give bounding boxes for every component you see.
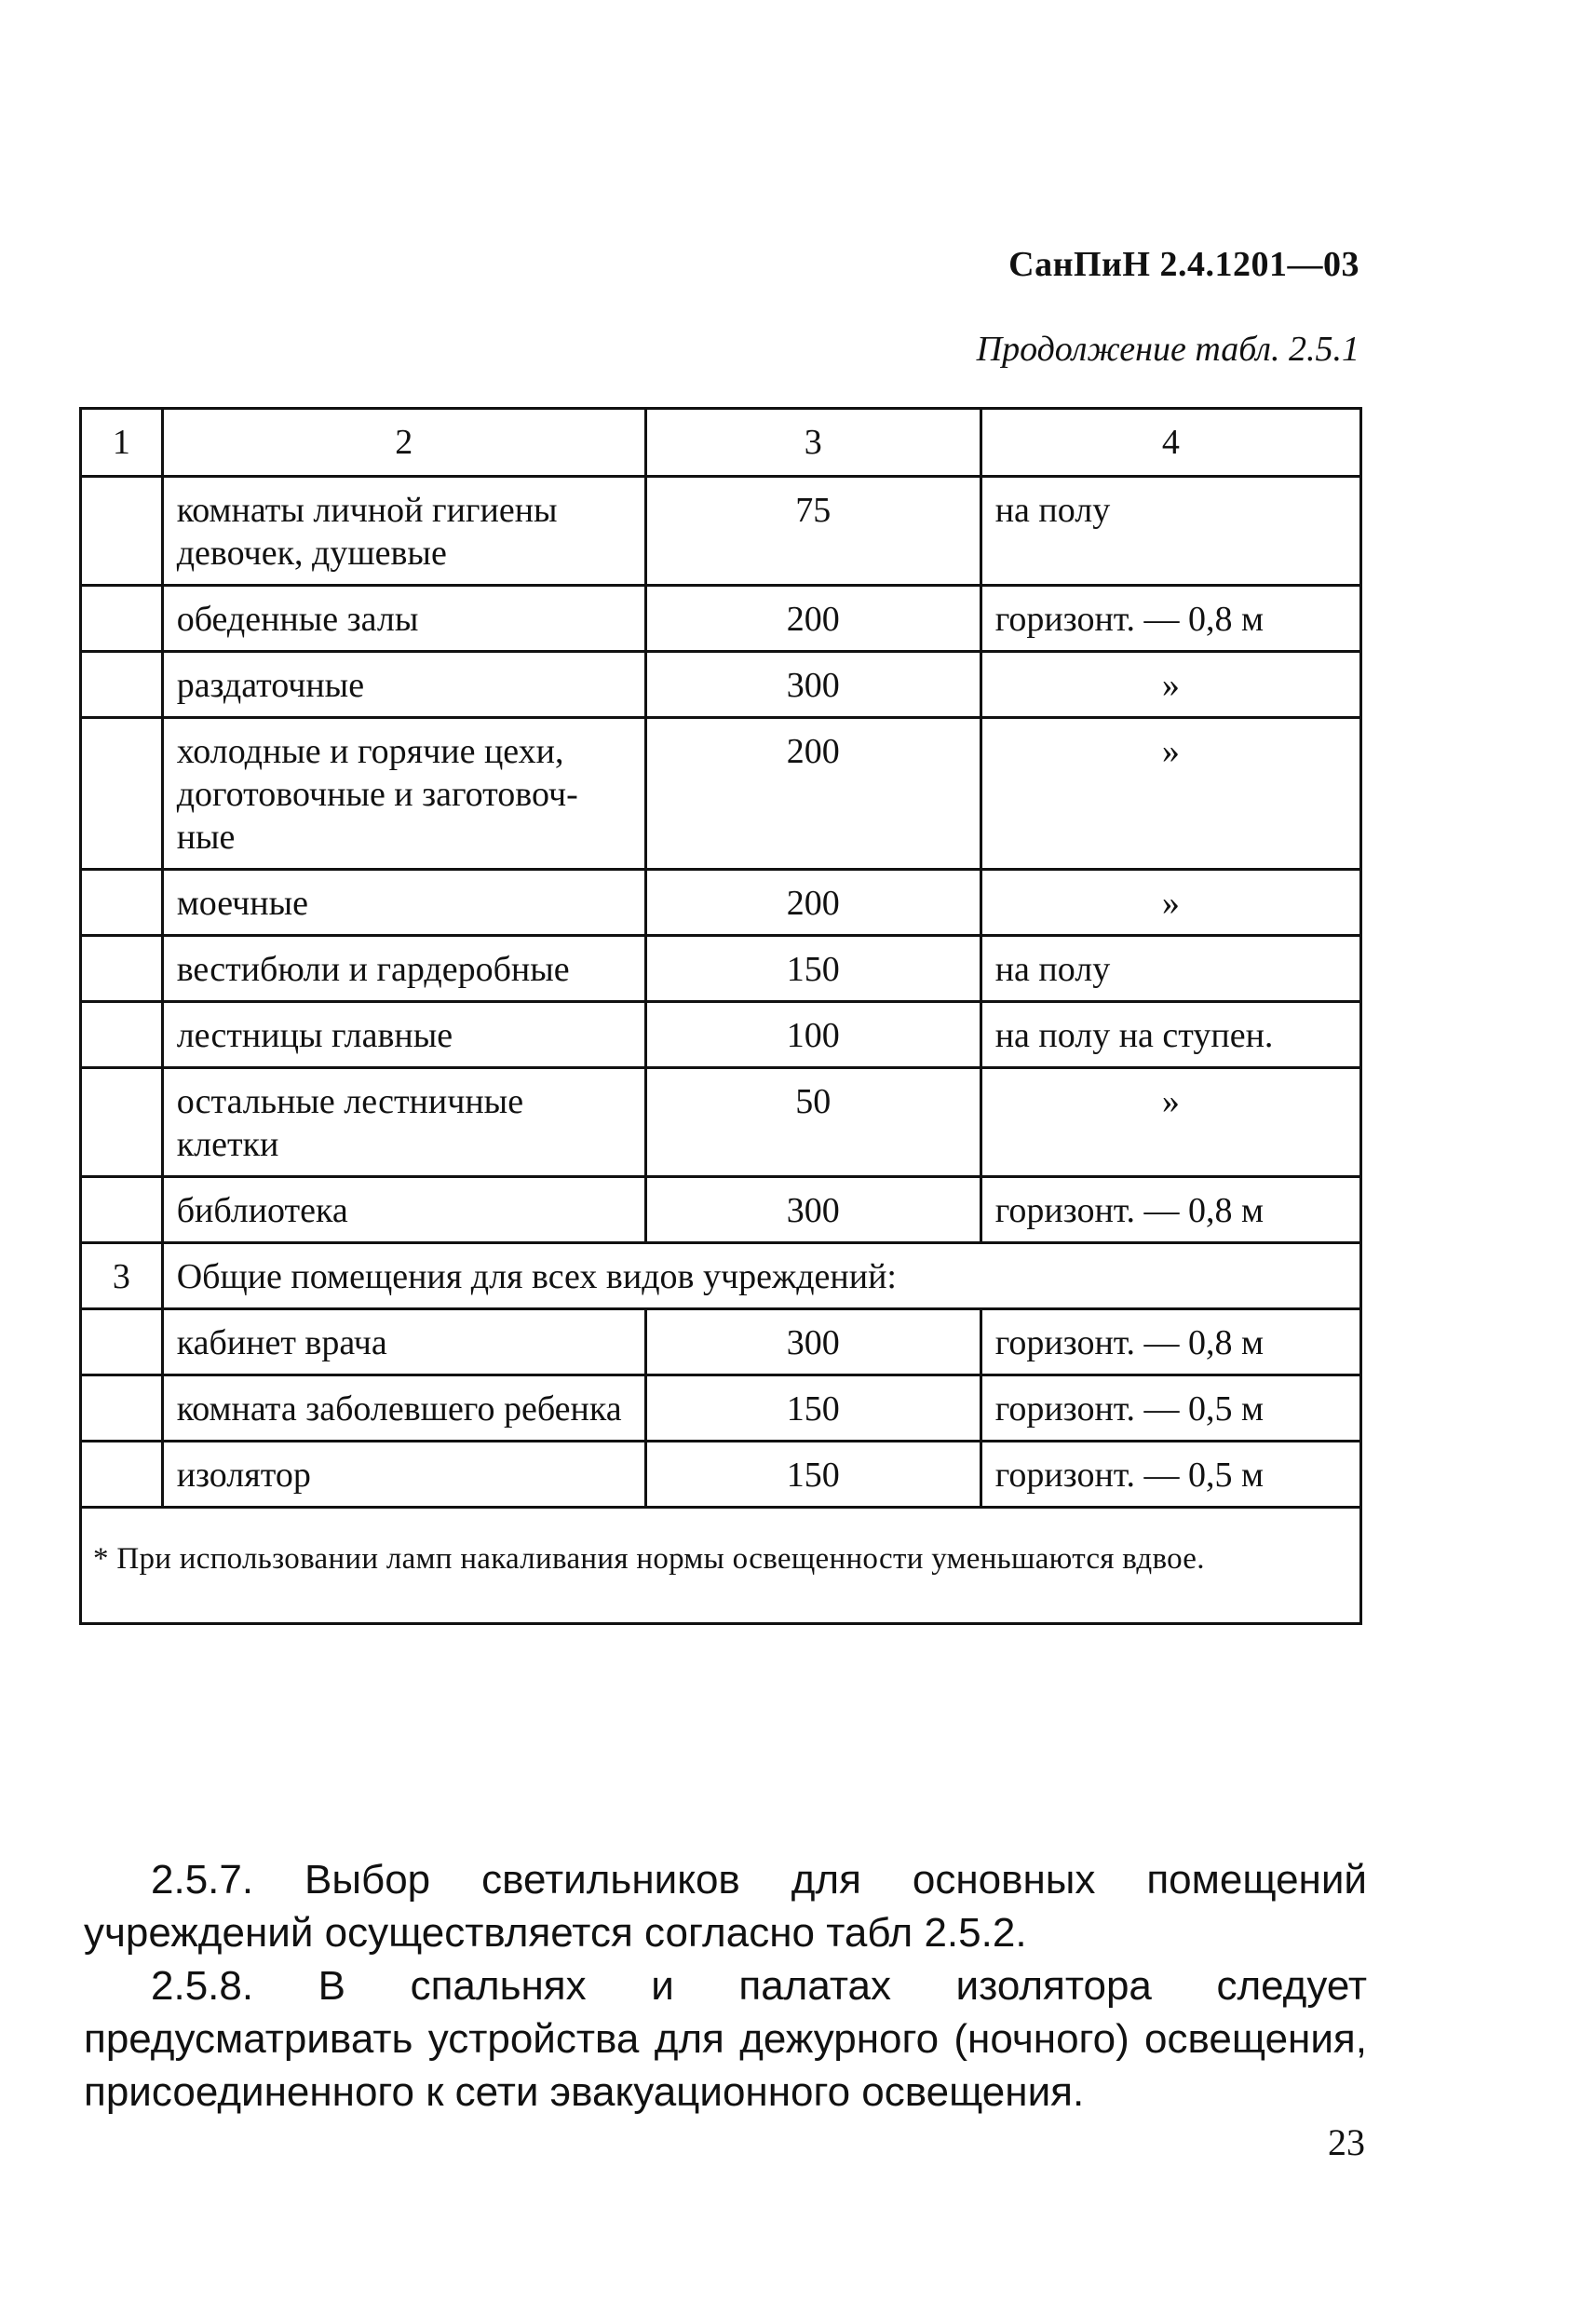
measurement-plane: горизонт. — 0,5 м bbox=[981, 1375, 1360, 1442]
table-row bbox=[81, 1002, 1361, 1068]
table-row bbox=[81, 477, 1361, 586]
illuminance-value: 150 bbox=[645, 1442, 981, 1508]
illuminance-value: 50 bbox=[645, 1068, 981, 1177]
row-number bbox=[81, 477, 163, 586]
room-name: обеденные залы bbox=[162, 586, 645, 652]
row-number bbox=[81, 652, 163, 718]
page-number: 23 bbox=[1328, 2121, 1365, 2163]
row-number bbox=[81, 870, 163, 936]
measurement-plane: на полу bbox=[981, 477, 1360, 586]
row-number bbox=[81, 1375, 163, 1442]
measurement-plane: горизонт. — 0,8 м bbox=[981, 586, 1360, 652]
measurement-plane: горизонт. — 0,8 м bbox=[981, 1309, 1360, 1375]
table-row bbox=[81, 870, 1361, 936]
row-number bbox=[81, 586, 163, 652]
measurement-plane: на полу bbox=[981, 936, 1360, 1002]
room-name: холодные и горячие цехи, доготовочные и заготовоч-ные bbox=[162, 718, 645, 870]
row-number bbox=[81, 1068, 163, 1177]
table-row bbox=[81, 1068, 1361, 1177]
table-row bbox=[81, 586, 1361, 652]
room-name: кабинет врача bbox=[162, 1309, 645, 1375]
document-code: СанПиН 2.4.1201—03 bbox=[1008, 245, 1359, 284]
illuminance-value: 300 bbox=[645, 652, 981, 718]
measurement-plane: горизонт. — 0,5 м bbox=[981, 1442, 1360, 1508]
section-row bbox=[81, 1243, 1361, 1309]
column-header: 3 bbox=[645, 409, 981, 477]
room-name: раздаточные bbox=[162, 652, 645, 718]
column-header: 1 bbox=[81, 409, 163, 477]
room-name: изолятор bbox=[162, 1442, 645, 1508]
table-row bbox=[81, 1177, 1361, 1243]
illuminance-value: 100 bbox=[645, 1002, 981, 1068]
measurement-plane: на полу на ступен. bbox=[981, 1002, 1360, 1068]
table-row bbox=[81, 1309, 1361, 1375]
illuminance-value: 75 bbox=[645, 477, 981, 586]
paragraph-2-5-7: 2.5.7. Выбор светильников для основных помещений учреждений осуществляется согласно табл 2.5.2. bbox=[84, 1857, 1367, 1956]
row-number bbox=[81, 1309, 163, 1375]
illuminance-value: 300 bbox=[645, 1177, 981, 1243]
row-number bbox=[81, 1177, 163, 1243]
measurement-plane: » bbox=[981, 652, 1360, 718]
illuminance-value: 200 bbox=[645, 718, 981, 870]
body-text bbox=[84, 1853, 1367, 2119]
table-row bbox=[81, 1442, 1361, 1508]
measurement-plane: » bbox=[981, 1068, 1360, 1177]
illumination-norms-table bbox=[79, 407, 1362, 1625]
table-row bbox=[81, 718, 1361, 870]
row-number bbox=[81, 936, 163, 1002]
table-row bbox=[81, 652, 1361, 718]
column-header: 4 bbox=[981, 409, 1360, 477]
section-title: Общие помещения для всех видов учреждений: bbox=[162, 1243, 1360, 1309]
table-row bbox=[81, 936, 1361, 1002]
illuminance-value: 150 bbox=[645, 1375, 981, 1442]
measurement-plane: горизонт. — 0,8 м bbox=[981, 1177, 1360, 1243]
row-number bbox=[81, 1002, 163, 1068]
section-number: 3 bbox=[81, 1243, 163, 1309]
illuminance-value: 150 bbox=[645, 936, 981, 1002]
table-continuation-caption: Продолжение табл. 2.5.1 bbox=[976, 330, 1359, 369]
table-row bbox=[81, 1375, 1361, 1442]
table-header-row bbox=[81, 409, 1361, 477]
measurement-plane: » bbox=[981, 718, 1360, 870]
row-number bbox=[81, 1442, 163, 1508]
table-footnote: * При использовании ламп накаливания нормы освещенности уменьшаются вдвое. bbox=[81, 1508, 1361, 1624]
illuminance-value: 200 bbox=[645, 870, 981, 936]
footnote-row bbox=[81, 1508, 1361, 1624]
column-header: 2 bbox=[162, 409, 645, 477]
room-name: моечные bbox=[162, 870, 645, 936]
room-name: комната заболевшего ребенка bbox=[162, 1375, 645, 1442]
room-name: комнаты личной гигиены девочек, душевые bbox=[162, 477, 645, 586]
room-name: остальные лестничные клетки bbox=[162, 1068, 645, 1177]
row-number bbox=[81, 718, 163, 870]
illuminance-value: 200 bbox=[645, 586, 981, 652]
room-name: лестницы главные bbox=[162, 1002, 645, 1068]
room-name: библиотека bbox=[162, 1177, 645, 1243]
paragraph-2-5-8: 2.5.8. В спальнях и палатах изолятора следует предусматривать устройства для дежурного (ночного) освещения, присоединенного к сети эвакуационного освещения. bbox=[84, 1963, 1367, 2115]
measurement-plane: » bbox=[981, 870, 1360, 936]
illuminance-value: 300 bbox=[645, 1309, 981, 1375]
room-name: вестибюли и гардеробные bbox=[162, 936, 645, 1002]
